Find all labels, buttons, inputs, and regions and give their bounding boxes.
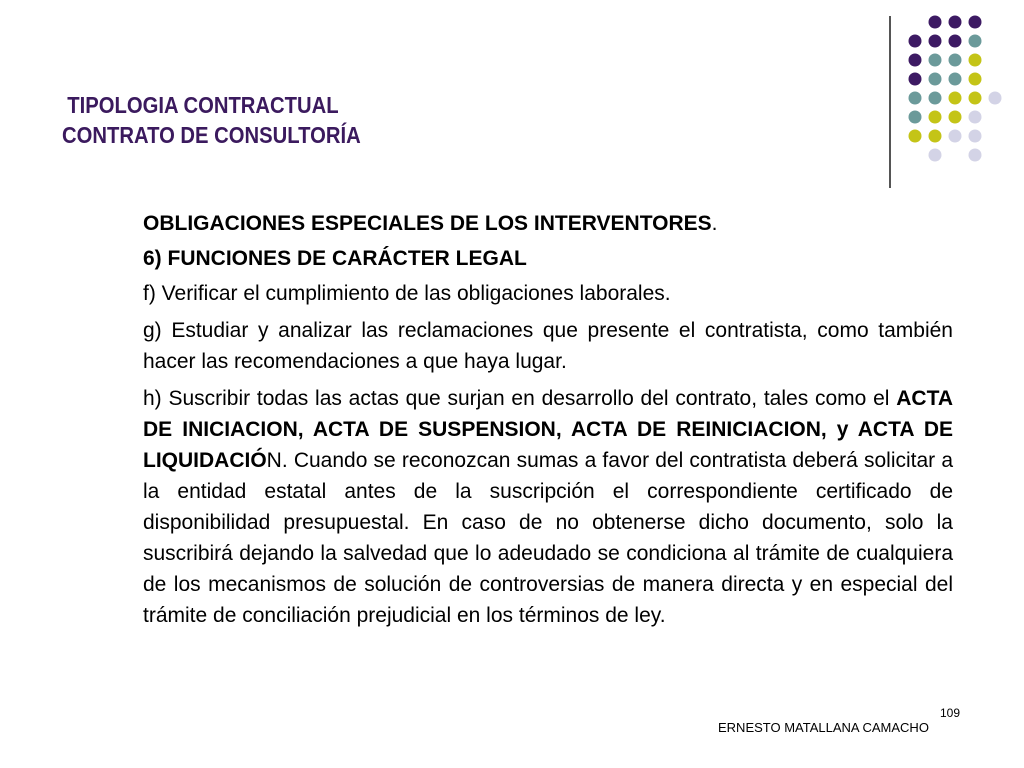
page-number: 109: [940, 706, 961, 720]
decorative-dot: [909, 54, 922, 67]
decorative-dot: [989, 92, 1002, 105]
decorative-dot: [949, 35, 962, 48]
item-h: [143, 383, 953, 631]
item-h-intro: h) Suscribir todas las actas que surjan en desarrollo del contrato, tales como el: [143, 387, 897, 410]
decorative-dot: [929, 92, 942, 105]
decorative-dot: [909, 111, 922, 124]
footer-author: ERNESTO MATALLANA CAMACHO: [718, 720, 929, 735]
item-h-rest: N. Cuando se reconozcan sumas a favor del contratista deberá solicitar a la entidad estatal antes de la suscripción el correspondiente certificado de disponibilidad presupuestal. En caso de no obtenerse dicho documento, solo la suscribirá dejando la salvedad que lo adeudado se condiciona al trámite de cualquiera de los mecanismos de solución de controversias de manera directa y en especial del trámite de conciliación prejudicial en los términos de ley.: [143, 449, 953, 627]
decorative-dot: [929, 35, 942, 48]
decorative-dot: [969, 16, 982, 29]
decorative-dot: [969, 54, 982, 67]
decorative-dot: [969, 73, 982, 86]
item-h-acts: ACTA DE INICIACION, ACTA DE SUSPENSION, ACTA DE REINICIACION, y ACTA DE LIQUIDACIÓ: [143, 387, 953, 472]
item-f: f) Verificar el cumplimiento de las obligaciones laborales.: [143, 282, 671, 305]
decorative-dot: [969, 92, 982, 105]
item-g: g) Estudiar y analizar las reclamaciones que presente el contratista, como también hacer las recomendaciones a que haya lugar.: [143, 319, 953, 373]
heading: [143, 208, 953, 239]
decorative-dot: [949, 73, 962, 86]
heading-text: OBLIGACIONES ESPECIALES DE LOS INTERVENTORES: [143, 212, 712, 235]
decorative-dot: [929, 130, 942, 143]
subheading: 6) FUNCIONES DE CARÁCTER LEGAL: [143, 247, 527, 270]
decorative-dot: [929, 111, 942, 124]
decorative-dot: [909, 130, 922, 143]
decorative-dot: [969, 35, 982, 48]
decorative-dot: [949, 111, 962, 124]
decorative-dot: [969, 111, 982, 124]
decorative-dot: [949, 92, 962, 105]
decorative-dot: [929, 16, 942, 29]
decorative-dot: [969, 130, 982, 143]
decorative-dot: [909, 92, 922, 105]
decorative-dot-grid: [0, 0, 1024, 200]
decorative-dot: [949, 54, 962, 67]
heading-suffix: .: [711, 212, 718, 235]
decorative-dot: [929, 73, 942, 86]
slide-body: [143, 208, 953, 637]
decorative-dot: [909, 73, 922, 86]
decorative-dot: [909, 35, 922, 48]
title-line-1: TIPOLOGIA CONTRACTUAL: [67, 92, 339, 118]
decorative-dot: [949, 16, 962, 29]
decorative-dot: [949, 130, 962, 143]
decorative-dot: [929, 54, 942, 67]
title-line-2: CONTRATO DE CONSULTORÍA: [62, 122, 361, 148]
decorative-dot: [969, 149, 982, 162]
decorative-dot: [929, 149, 942, 162]
